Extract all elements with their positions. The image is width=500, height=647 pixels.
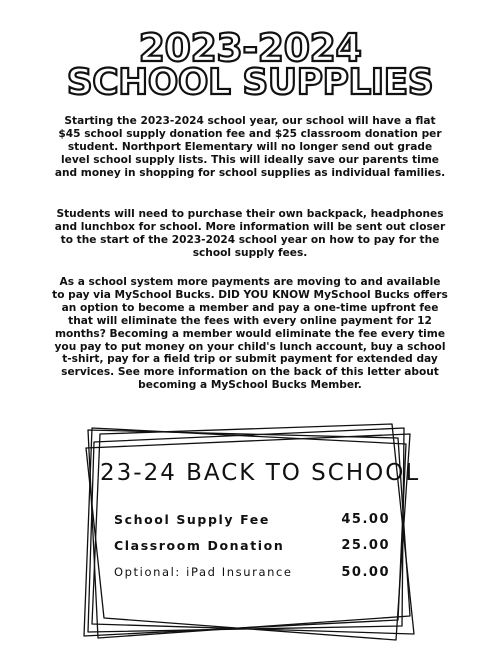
fee-amount: 25.00 bbox=[341, 538, 390, 553]
fee-amount: 50.00 bbox=[341, 565, 390, 580]
fee-row-school-supply bbox=[114, 512, 390, 530]
fee-row-ipad-insurance bbox=[114, 565, 390, 583]
page-title: SCHOOL SUPPLIES bbox=[66, 62, 434, 103]
fee-row-classroom-donation bbox=[114, 538, 390, 556]
fee-amount: 45.00 bbox=[341, 512, 390, 527]
page-title-year: 2023-2024 bbox=[138, 26, 362, 70]
fee-label: Classroom Donation bbox=[114, 538, 285, 553]
intro-paragraph: Starting the 2023-2024 school year, our school will have a flat $45 school supply donation fee and $25 classroom donation per student. Northport Elementary will no longer send out grade level school supply lists. This will ideally save our parents time and money in shopping for school supplies as individual families. bbox=[54, 115, 446, 179]
scribble-frame bbox=[80, 420, 420, 645]
myschool-bucks-paragraph: As a school system more payments are moving to and available to pay via MySchool Bucks. DID YOU KNOW MySchool Bucks offers an option to become a member and pay a one-time upfront fee that will eliminate the fees with every online payment for 12 months? Becoming a member would eliminate the fee every time you pay to put money on your child's lunch account, buy a school t-shirt, pay for a field trip or submit payment for extended day services. See more information on the back of this letter about becoming a MySchool Bucks Member. bbox=[52, 276, 448, 392]
fee-label: School Supply Fee bbox=[114, 512, 270, 527]
supplies-paragraph: Students will need to purchase their own backpack, headphones and lunchbox for school. More information will be sent out closer to the start of the 2023-2024 school year on how to pay for the school supply fees. bbox=[54, 208, 446, 259]
fee-box-title: 23-24 BACK TO SCHOOL bbox=[100, 460, 421, 486]
fee-label: Optional: iPad Insurance bbox=[114, 565, 293, 579]
